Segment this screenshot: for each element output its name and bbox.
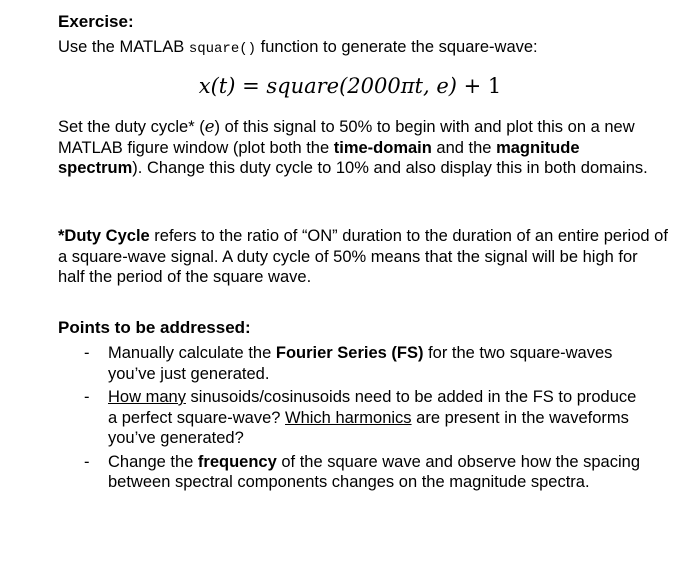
item1-text-1: Manually calculate the (108, 344, 276, 362)
item3-text-1: Change the (108, 452, 198, 471)
item2-text-2: are present in the waveforms you’ve generated? (108, 408, 629, 447)
fourier-series-term: Fourier Series (FS) (275, 344, 424, 362)
list-item (84, 343, 644, 384)
which-harmonics-underlined: Which harmonics (285, 408, 412, 427)
formula-rhs: + 1 (456, 74, 502, 98)
item3-text-2: of the square wave and observe how the spacing between spectral components changes on the magnitude spectra. (108, 452, 640, 491)
frequency-term: frequency (197, 452, 277, 471)
formula-function: square(2000πt, e) (266, 74, 457, 98)
duty-cycle-variable: e (204, 117, 215, 136)
intro-prefix: Use the MATLAB (58, 38, 189, 56)
points-list (84, 343, 644, 496)
matlab-function-code: square() (188, 41, 257, 57)
bullet-dash: - (84, 388, 90, 406)
exercise-intro (58, 37, 668, 60)
duty-cycle-instructions (58, 117, 668, 179)
list-item (84, 387, 644, 449)
instructions-text-4: ). Change this duty cycle to 10% and also display this in both domains. (132, 159, 648, 177)
item2-text-1: sinusoids/cosinusoids need to be added in the FS to produce a perfect square-wave? (108, 388, 637, 427)
instructions-text-1: Set the duty cycle* ( (58, 118, 205, 136)
bullet-dash: - (84, 344, 90, 362)
formula-lhs: x(t) = (198, 74, 267, 98)
list-item (84, 452, 644, 493)
how-many-underlined: How many (108, 388, 186, 406)
points-heading: Points to be addressed: (58, 318, 251, 337)
instructions-text-2: ) of this signal to 50% to begin with and plot this on a new MATLAB figure window (plot both the (58, 118, 635, 157)
instructions-text-3: and the (431, 138, 497, 157)
duty-cycle-definition (58, 226, 668, 288)
intro-suffix: function to generate the square-wave: (256, 38, 538, 56)
duty-cycle-definition-text: refers to the ratio of “ON” duration to the duration of an entire period of a square-wave signal. A duty cycle of 50% means that the signal will be high for half the period of the square wave. (58, 227, 668, 286)
item1-text-2: for the two square-waves you’ve just generated. (108, 344, 613, 383)
time-domain-term: time-domain (333, 138, 432, 157)
exercise-heading: Exercise: (58, 12, 134, 31)
duty-cycle-term: *Duty Cycle (58, 227, 150, 245)
bullet-dash: - (84, 452, 90, 471)
square-wave-formula (0, 73, 700, 99)
magnitude-spectrum-term: magnitude spectrum (58, 138, 580, 177)
